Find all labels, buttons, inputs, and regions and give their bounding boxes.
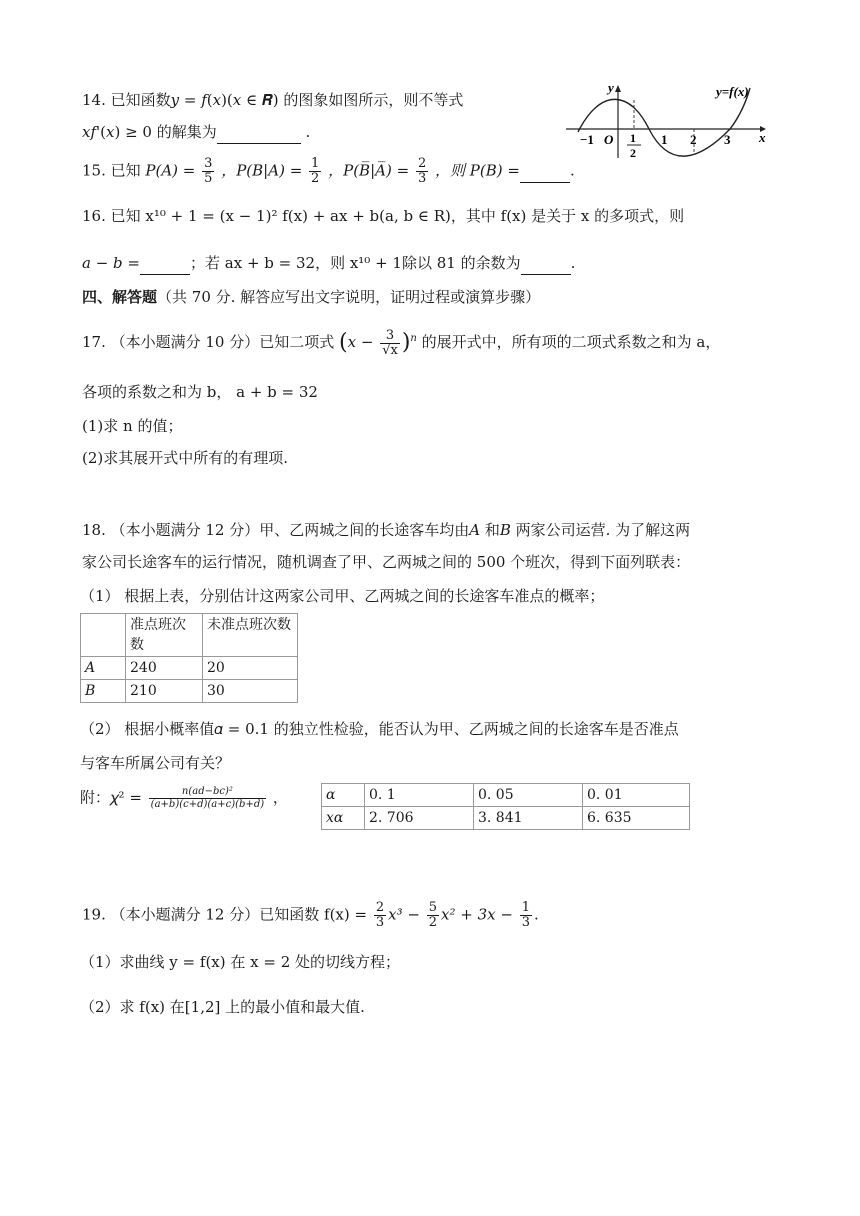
q19-end: . [534,905,539,924]
q17-line2: 各项的系数之和为 b， a + b = 32 [82,383,318,401]
tick-half-num: 1 [630,131,636,145]
appendix-comma: ， [272,788,288,807]
frac-num: 3 [380,329,400,344]
frac-num: 2 [417,156,427,171]
q15-ask: ，则 P(B) = [435,161,520,180]
q17-binom-x: x − [347,333,374,351]
table-cell: 20 [203,657,298,680]
frac-num: 1 [311,156,320,171]
table-cell: 𝐴 [81,657,126,680]
q15-answer-blank [520,160,570,183]
q17-pre: 17. （本小题满分 10 分）已知二项式 [82,333,335,351]
q16-blank2 [521,252,571,275]
frac-num: 2 [375,900,385,915]
q17-part1: (1)求 n 的值； [82,417,183,435]
q15-prefix: 15. 已知 [82,161,141,180]
q19-line1 [82,901,539,930]
frac-den: 3 [417,171,427,186]
table-row [322,807,690,830]
frac-num: 3 [204,156,213,171]
table-cell: 0. 05 [474,784,583,807]
q14-answer-blank [217,121,301,144]
q19-term1: x³ − [388,905,420,924]
q18-line2: 家公司长途客车的运行情况，随机调查了甲、乙两城之间的 500 个班次，得到下面列联表： [82,553,691,571]
frac-num: 5 [428,900,438,915]
section4-title: 四、解答题 [82,288,158,306]
q18-alpha-table [321,783,690,830]
frac-den: 2 [311,171,320,186]
tick-neg1: −1 [580,132,594,147]
table-row [81,680,298,703]
q16-ab: a − b = [82,254,140,272]
table-cell [81,614,126,657]
frac-num: 1 [521,900,530,915]
frac-den: 3 [375,915,385,930]
graph-y-label: y [608,80,614,95]
table-header-row [81,614,298,657]
q16-line1: 16. 已知 x¹⁰ + 1 = (x − 1)² f(x) + ax + b(a, b ∈ R)，其中 f(x) 是关于 x 的多项式，则 [82,207,685,225]
frac-den: (a+b)(c+d)(a+c)(b+d) [150,799,265,810]
frac-den: 2 [428,915,438,930]
graph-func-label: y=f(x) [716,84,749,99]
table-cell: 准点班次数 [126,614,203,657]
table-cell: 240 [126,657,203,680]
q14-line2-text: 𝑥𝑓'(𝑥) ≥ 0 的解集为 [82,123,217,141]
q14-line1: 14. 已知函数𝑦 = 𝑓(𝑥)(𝑥 ∈ 𝑹) 的图象如图所示，则不等式 [82,91,464,109]
q14-function-graph [560,80,770,160]
q16-blank1 [140,252,190,275]
table-row [81,657,298,680]
q19-frac2 [427,901,439,930]
q19-pre: 19. （本小题满分 12 分）已知函数 f(x) = [82,905,368,924]
q18-part1: （1） 根据上表，分别估计这两家公司甲、乙两城之间的长途客车准点的概率； [80,587,605,605]
q18-line1: 18. （本小题满分 12 分）甲、乙两城之间的长途客车均由𝐴 和𝐵 两家公司运营. 为了解这两 [82,521,691,539]
table-cell: 𝑥𝛼 [322,807,365,830]
q15-frac-pa [202,157,214,186]
q17-post: 的展开式中，所有项的二项式系数之和为 a， [421,333,721,351]
table-cell: 0. 01 [583,784,690,807]
q15-pa: P(A) = [145,161,196,180]
q18-part2-line2: 与客车所属公司有关？ [80,754,231,772]
table-cell: 30 [203,680,298,703]
q17-lparen: ( [339,330,348,355]
q17-exp: n [410,333,417,344]
q16-end: . [570,254,576,272]
q19-part2: （2）求 f(x) 在[1,2] 上的最小值和最大值. [80,998,365,1016]
table-cell: 6. 635 [583,807,690,830]
q15-pnbna: ，P(B̅|A̅) = [328,161,410,180]
table-cell: 210 [126,680,203,703]
table-cell: 0. 1 [365,784,474,807]
table-cell: 𝐵 [81,680,126,703]
q17-line1 [82,328,720,358]
q19-term2: x² + 3x − [441,905,513,924]
tick-3: 3 [724,132,731,147]
section4-heading [82,286,540,308]
table-cell: 未准点班次数 [203,614,298,657]
frac-num: n(ad−bc)² [149,786,266,799]
q15-pba: ，P(B|A) = [221,161,303,180]
tick-1: 1 [661,132,668,147]
q17-rparen: ) [401,330,411,355]
frac-den: √x [382,342,398,358]
q18-contingency-table [80,613,298,703]
frac-den: 3 [521,915,530,930]
table-row [322,784,690,807]
frac-den: 5 [204,171,213,186]
q18-appendix [80,786,288,811]
q19-part1: （1）求曲线 y = f(x) 在 x = 2 处的切线方程； [80,953,401,971]
q19-frac3 [520,901,532,930]
q18-part2-line1: （2） 根据小概率值𝛼 = 0.1 的独立性检验，能否认为甲、乙两城之间的长途客车是否准点 [80,720,679,738]
table-cell: 𝛼 [322,784,365,807]
table-cell: 2. 706 [365,807,474,830]
q14-line2-end: . [300,123,311,141]
chi-square-formula [149,786,266,811]
tick-half-den: 2 [630,146,636,160]
q15-frac-pnbna [416,157,428,186]
q19-frac1 [374,901,386,930]
q15-line [82,157,575,186]
y-axis-arrow-icon [615,85,621,92]
graph-x-label: x [759,130,766,145]
table-cell: 3. 841 [474,807,583,830]
tick-2: 2 [690,132,697,147]
appendix-label: 附：𝜒² = [80,788,142,807]
q16-line2 [82,252,575,275]
tick-origin: O [604,132,614,147]
section4-note: （共 70 分. 解答应写出文字说明，证明过程或演算步骤） [157,288,541,306]
q16-line2-mid: ；若 ax + b = 32，则 x¹⁰ + 1除以 81 的余数为 [190,254,521,272]
q15-end: . [569,161,575,180]
q14-line2 [82,121,310,144]
q17-part2: (2)求其展开式中所有的有理项. [82,449,289,467]
q15-frac-pba [309,157,321,186]
q17-binom-frac [380,329,400,358]
